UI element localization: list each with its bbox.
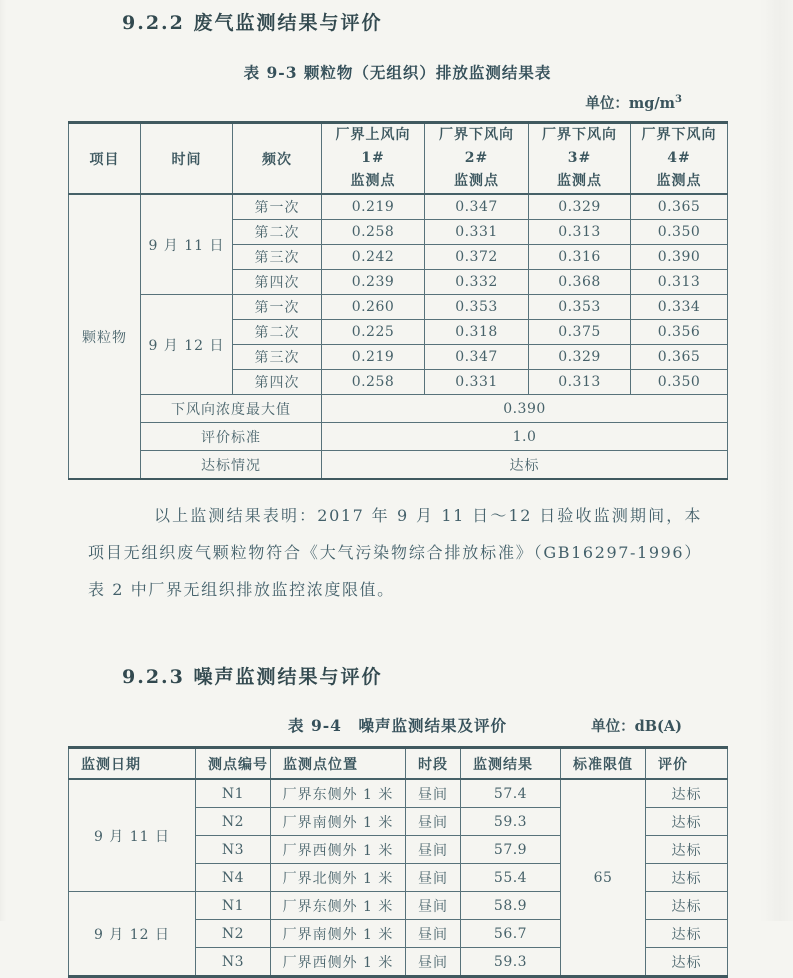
value-cell: 0.356 (631, 320, 728, 345)
value-cell: 0.258 (322, 370, 425, 395)
value-cell: 0.318 (425, 320, 529, 345)
value-cell: 0.316 (529, 245, 631, 270)
unit-base: mg/m (628, 95, 676, 112)
header-frequency: 频次 (233, 123, 322, 195)
frequency-cell: 第二次 (233, 320, 322, 345)
page-content (68, 0, 727, 978)
frequency-cell: 第四次 (233, 370, 322, 395)
header-point-location: 监测点位置 (271, 748, 406, 780)
summary-row (69, 395, 728, 423)
result-cell: 57.4 (461, 779, 561, 808)
date-cell: 9 月 12 日 (141, 295, 233, 395)
value-cell: 0.372 (425, 245, 529, 270)
value-cell: 0.219 (322, 345, 425, 370)
location-cell: 厂界南侧外 1 米 (271, 808, 406, 836)
value-cell: 0.334 (631, 295, 728, 320)
point-id-cell: N4 (196, 864, 271, 892)
period-cell: 昼间 (406, 920, 461, 948)
value-cell: 0.313 (529, 220, 631, 245)
value-cell: 0.329 (529, 345, 631, 370)
value-cell: 0.353 (529, 295, 631, 320)
value-cell: 0.365 (631, 194, 728, 220)
table2-header-row (69, 748, 728, 780)
frequency-cell: 第三次 (233, 345, 322, 370)
value-cell: 0.313 (631, 270, 728, 295)
header-result: 监测结果 (461, 748, 561, 780)
table-row (69, 295, 728, 320)
result-cell: 58.9 (461, 892, 561, 920)
point-id-cell: N3 (196, 948, 271, 977)
unit-prefix: 单位： (585, 95, 629, 112)
frequency-cell: 第二次 (233, 220, 322, 245)
point-id-cell: N1 (196, 892, 271, 920)
table1-header-row (69, 123, 728, 195)
value-cell: 0.368 (529, 270, 631, 295)
evaluation-cell: 达标 (646, 920, 728, 948)
location-cell: 厂界东侧外 1 米 (271, 892, 406, 920)
frequency-cell: 第一次 (233, 194, 322, 220)
frequency-cell: 第一次 (233, 295, 322, 320)
value-cell: 0.329 (529, 194, 631, 220)
table2-caption: 表 9-4 噪声监测结果及评价 (288, 716, 507, 735)
value-cell: 0.313 (529, 370, 631, 395)
point3-line1: 厂界下风向 3# (542, 127, 617, 166)
section-heading-9-2-2: 9.2.2 废气监测结果与评价 (122, 12, 383, 34)
summary-label-cell: 下风向浓度最大值 (141, 395, 322, 423)
point1-line1: 厂界上风向 1# (335, 127, 411, 166)
summary-label-cell: 达标情况 (141, 451, 322, 480)
summary-label-cell: 评价标准 (141, 423, 322, 451)
date-cell: 9 月 12 日 (69, 892, 196, 977)
item-label-cell: 颗粒物 (69, 194, 141, 479)
point-id-cell: N2 (196, 808, 271, 836)
result-cell: 59.3 (461, 948, 561, 977)
point2-line1: 厂界下风向 2# (439, 127, 514, 166)
location-cell: 厂界西侧外 1 米 (271, 948, 406, 977)
location-cell: 厂界南侧外 1 米 (271, 920, 406, 948)
value-cell: 0.353 (425, 295, 529, 320)
value-cell: 0.219 (322, 194, 425, 220)
conclusion-paragraph: 以上监测结果表明：2017 年 9 月 11 日～12 日验收监测期间，本项目无组织废气颗粒物符合《大气污染物综合排放标准》（GB16297-1996）表 2 中厂界无组织排放监控浓度限值。 (88, 506, 702, 599)
value-cell: 0.347 (425, 194, 529, 220)
point2-line2: 监测点 (454, 173, 499, 189)
frequency-cell: 第三次 (233, 245, 322, 270)
location-cell: 厂界北侧外 1 米 (271, 864, 406, 892)
evaluation-cell: 达标 (646, 808, 728, 836)
header-point-id: 测点编号 (196, 748, 271, 780)
period-cell: 昼间 (406, 948, 461, 977)
summary-row (69, 451, 728, 480)
header-monitor-date: 监测日期 (69, 748, 196, 780)
point4-line2: 监测点 (656, 173, 702, 189)
evaluation-cell: 达标 (646, 779, 728, 808)
unit-exponent: 3 (675, 94, 682, 106)
result-cell: 56.7 (461, 920, 561, 948)
summary-row (69, 423, 728, 451)
value-cell: 0.260 (322, 295, 425, 320)
value-cell: 0.365 (631, 345, 728, 370)
period-cell: 昼间 (406, 836, 461, 864)
period-cell: 昼间 (406, 892, 461, 920)
result-cell: 55.4 (461, 864, 561, 892)
summary-value-cell: 0.390 (322, 395, 728, 423)
value-cell: 0.331 (425, 370, 529, 395)
result-cell: 57.9 (461, 836, 561, 864)
point1-line2: 监测点 (350, 173, 396, 189)
value-cell: 0.331 (425, 220, 529, 245)
value-cell: 0.350 (631, 370, 728, 395)
header-standard-limit: 标准限值 (561, 748, 646, 780)
table2-caption-row (68, 714, 727, 738)
evaluation-cell: 达标 (646, 892, 728, 920)
location-cell: 厂界西侧外 1 米 (271, 836, 406, 864)
header-point-2 (425, 123, 529, 195)
value-cell: 0.239 (322, 270, 425, 295)
table-row (69, 194, 728, 220)
period-cell: 昼间 (406, 864, 461, 892)
evaluation-cell: 达标 (646, 836, 728, 864)
point-id-cell: N2 (196, 920, 271, 948)
table1-caption: 表 9-3 颗粒物（无组织）排放监测结果表 (243, 63, 552, 82)
noise-results-table (68, 746, 728, 978)
header-point-1 (322, 123, 425, 195)
evaluation-cell: 达标 (646, 864, 728, 892)
frequency-cell: 第四次 (233, 270, 322, 295)
location-cell: 厂界东侧外 1 米 (271, 779, 406, 808)
header-point-4 (631, 123, 728, 195)
value-cell: 0.375 (529, 320, 631, 345)
standard-limit-cell: 65 (561, 779, 646, 977)
point4-line1: 厂界下风向 4# (641, 127, 717, 166)
summary-value-cell: 1.0 (322, 423, 728, 451)
table1-unit-label (68, 92, 727, 114)
value-cell: 0.225 (322, 320, 425, 345)
summary-value-cell: 达标 (322, 451, 728, 480)
value-cell: 0.350 (631, 220, 728, 245)
header-period: 时段 (406, 748, 461, 780)
header-point-3 (529, 123, 631, 195)
point3-line2: 监测点 (557, 173, 602, 189)
point-id-cell: N1 (196, 779, 271, 808)
value-cell: 0.347 (425, 345, 529, 370)
evaluation-cell: 达标 (646, 948, 728, 977)
table-row (69, 779, 728, 808)
section-heading-9-2-3: 9.2.3 噪声监测结果与评价 (122, 666, 383, 688)
particulate-results-table (68, 121, 728, 480)
period-cell: 昼间 (406, 808, 461, 836)
result-cell: 59.3 (461, 808, 561, 836)
point-id-cell: N3 (196, 836, 271, 864)
value-cell: 0.390 (631, 245, 728, 270)
date-cell: 9 月 11 日 (69, 779, 196, 892)
table2-unit-label: 单位：dB(A) (591, 718, 682, 735)
period-cell: 昼间 (406, 779, 461, 808)
header-evaluation: 评价 (646, 748, 728, 780)
value-cell: 0.242 (322, 245, 425, 270)
header-time: 时间 (141, 123, 233, 195)
header-item: 项目 (69, 123, 141, 195)
value-cell: 0.258 (322, 220, 425, 245)
value-cell: 0.332 (425, 270, 529, 295)
date-cell: 9 月 11 日 (141, 194, 233, 295)
